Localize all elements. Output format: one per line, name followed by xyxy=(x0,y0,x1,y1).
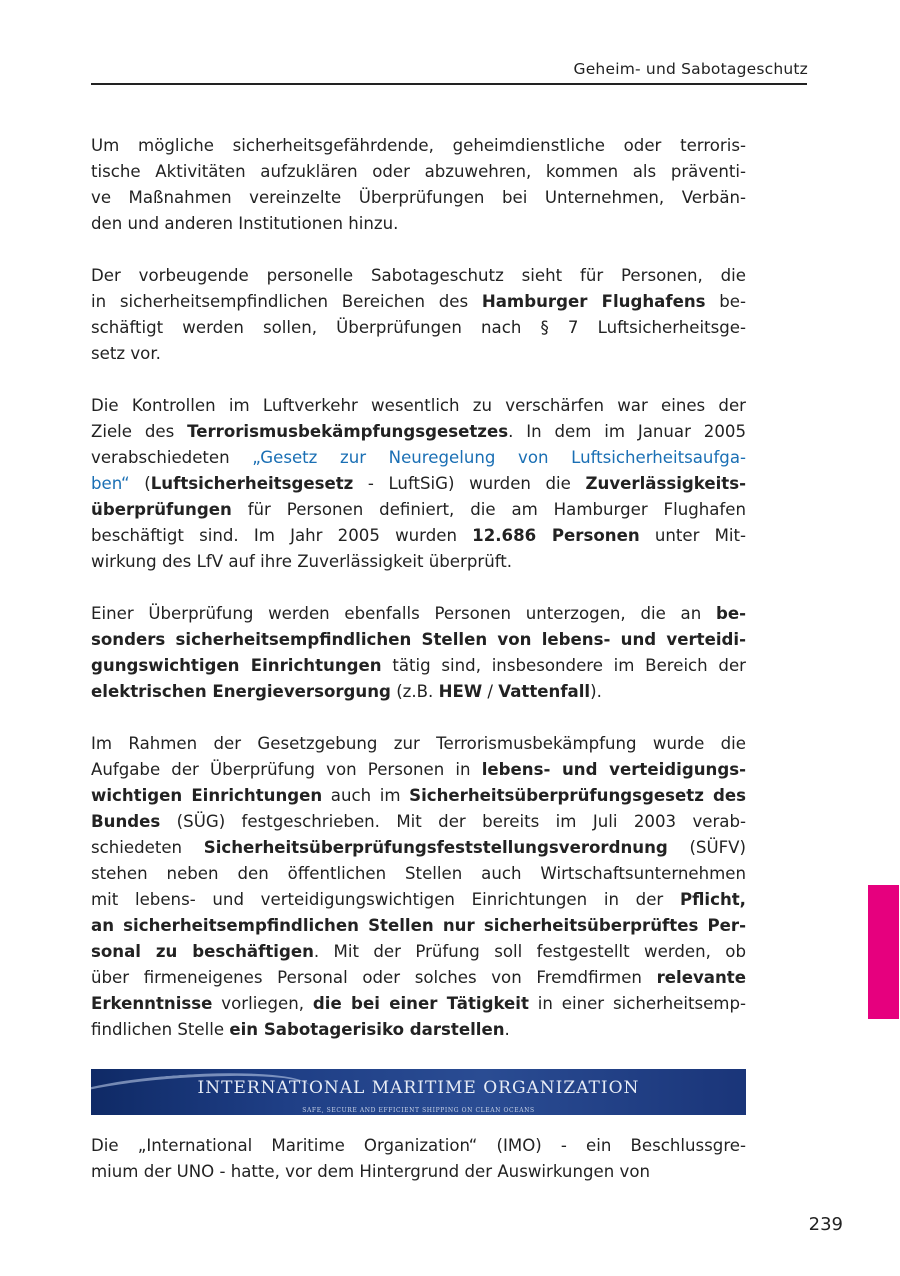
text-run: / xyxy=(482,682,499,701)
bold-text: wichtigen Einrichtungen xyxy=(91,786,323,805)
text-run: tische Aktivitäten aufzuklären oder abzuwehren, kommen als präventi- xyxy=(91,162,746,181)
text-run: über firmeneigenes Personal oder solches von Fremdfirmen xyxy=(91,968,657,987)
text-line xyxy=(91,341,746,367)
text-line xyxy=(91,887,746,913)
text-run: be- xyxy=(705,292,746,311)
paragraph xyxy=(91,393,746,575)
text-run: ve Maßnahmen vereinzelte Überprüfungen bei Unternehmen, Verbän- xyxy=(91,188,746,207)
text-run: . xyxy=(504,1020,510,1039)
text-run: Die Kontrollen im Luftverkehr wesentlich zu verschärfen war eines der xyxy=(91,396,746,415)
text-line xyxy=(91,835,746,861)
text-line xyxy=(91,497,746,523)
bold-text: elektrischen Energieversorgung xyxy=(91,682,391,701)
text-line xyxy=(91,861,746,887)
text-run: ). xyxy=(590,682,602,701)
text-line xyxy=(91,731,746,757)
text-run: den und anderen Institutionen hinzu. xyxy=(91,214,399,233)
text-line xyxy=(91,549,746,575)
bold-text: überprüfungen xyxy=(91,500,232,519)
text-run: schiedeten xyxy=(91,838,204,857)
bold-text: Hamburger Flughafens xyxy=(481,292,706,311)
text-line xyxy=(91,653,746,679)
bold-text: Sicherheitsüberprüfungsgesetz des xyxy=(409,786,746,805)
text-run: mium der UNO - hatte, vor dem Hintergrund der Auswirkungen von xyxy=(91,1162,650,1181)
text-line xyxy=(91,133,746,159)
law-reference-link: „Gesetz zur Neuregelung von Luftsicherheitsaufga- xyxy=(252,448,746,467)
bold-text: Terrorismusbekämpfungsgesetzes xyxy=(187,422,509,441)
text-run: vorliegen, xyxy=(212,994,313,1013)
body-text xyxy=(91,133,746,1211)
text-run: (z.B. xyxy=(390,682,439,701)
text-line xyxy=(91,185,746,211)
text-run: Im Rahmen der Gesetzgebung zur Terrorismusbekämpfung wurde die xyxy=(91,734,746,753)
banner-subtitle: SAFE, SECURE AND EFFICIENT SHIPPING ON CLEAN OCEANS xyxy=(302,1107,535,1114)
page-number: 239 xyxy=(808,1214,843,1235)
text-line xyxy=(91,1159,746,1185)
text-line xyxy=(91,289,746,315)
text-line xyxy=(91,159,746,185)
bold-text: Zuverlässigkeits- xyxy=(585,474,747,493)
bold-text: Vattenfall xyxy=(498,682,591,701)
text-run: setz vor. xyxy=(91,344,161,363)
text-line xyxy=(91,809,746,835)
bold-text: Pflicht, xyxy=(679,890,746,909)
paragraph xyxy=(91,731,746,1043)
bold-text: ein Sabotagerisiko darstellen xyxy=(229,1020,505,1039)
text-run: in sicherheitsempfindlichen Bereichen des xyxy=(91,292,482,311)
text-run: verabschiedeten xyxy=(91,448,253,467)
bold-text: gungswichtigen Einrichtungen xyxy=(91,656,382,675)
bold-text: be- xyxy=(715,604,746,623)
text-run: stehen neben den öffentlichen Stellen auch Wirtschaftsunternehmen xyxy=(91,864,746,883)
paragraph xyxy=(91,263,746,367)
bold-text: Bundes xyxy=(91,812,161,831)
text-line xyxy=(91,263,746,289)
text-run: tätig sind, insbesondere im Bereich der xyxy=(381,656,746,675)
text-line xyxy=(91,523,746,549)
paragraph xyxy=(91,133,746,237)
text-run: in einer sicherheitsemp- xyxy=(528,994,746,1013)
header-rule xyxy=(91,83,807,85)
text-run: wirkung des LfV auf ihre Zuverlässigkeit überprüft. xyxy=(91,552,513,571)
text-run: mit lebens- und verteidigungswichtigen Einrichtungen in der xyxy=(91,890,680,909)
text-run: (SÜFV) xyxy=(667,838,746,857)
text-line xyxy=(91,315,746,341)
text-line xyxy=(91,679,746,705)
paragraph-list xyxy=(91,133,746,1043)
text-line xyxy=(91,393,746,419)
bold-text: sonders sicherheitsempfindlichen Stellen von lebens- und verteidi- xyxy=(91,630,746,649)
banner-title: INTERNATIONAL MARITIME ORGANIZATION xyxy=(197,1078,640,1098)
text-run: für Personen definiert, die am Hamburger Flughafen xyxy=(231,500,746,519)
text-line xyxy=(91,1133,746,1159)
text-line xyxy=(91,991,746,1017)
text-run: ( xyxy=(129,474,151,493)
text-line xyxy=(91,601,746,627)
bold-text: Erkenntnisse xyxy=(91,994,213,1013)
text-line xyxy=(91,445,746,471)
text-run: findlichen Stelle xyxy=(91,1020,230,1039)
text-line xyxy=(91,783,746,809)
text-run: Ziele des xyxy=(91,422,188,441)
bold-text: lebens- und verteidigungs- xyxy=(481,760,746,779)
text-line xyxy=(91,419,746,445)
running-title: Geheim- und Sabotageschutz xyxy=(573,60,808,78)
text-run: Der vorbeugende personelle Sabotageschutz sieht für Personen, die xyxy=(91,266,746,285)
chapter-marker-tab xyxy=(868,885,899,1019)
bold-text: sonal zu beschäftigen xyxy=(91,942,314,961)
paragraph xyxy=(91,601,746,705)
text-run: - LuftSiG) wurden die xyxy=(353,474,586,493)
bold-text: HEW xyxy=(438,682,483,701)
text-run: (SÜG) festgeschrieben. Mit der bereits im Juli 2003 verab- xyxy=(160,812,746,831)
bold-text: die bei einer Tätigkeit xyxy=(312,994,529,1013)
final-paragraph xyxy=(91,1133,746,1185)
bold-text: Luftsicherheitsgesetz xyxy=(150,474,354,493)
text-run: Einer Überprüfung werden ebenfalls Personen unterzogen, die an xyxy=(91,604,716,623)
text-run: . In dem im Januar 2005 xyxy=(508,422,746,441)
text-run: Die „International Maritime Organization“ (IMO) - ein Beschlussgre- xyxy=(91,1136,746,1155)
bold-text: Sicherheitsüberprüfungsfeststellungsverordnung xyxy=(203,838,668,857)
text-run: Um mögliche sicherheitsgefährdende, geheimdienstliche oder terroris- xyxy=(91,136,746,155)
text-line xyxy=(91,1017,746,1043)
text-line xyxy=(91,939,746,965)
bold-text: an sicherheitsempfindlichen Stellen nur sicherheitsüberprüftes Per- xyxy=(91,916,746,935)
text-line xyxy=(91,627,746,653)
text-run: unter Mit- xyxy=(639,526,746,545)
law-reference-link: ben“ xyxy=(91,474,130,493)
text-line xyxy=(91,757,746,783)
bold-text: 12.686 Personen xyxy=(472,526,640,545)
text-line xyxy=(91,913,746,939)
bold-text: relevante xyxy=(656,968,746,987)
text-run: schäftigt werden sollen, Überprüfungen nach § 7 Luftsicherheitsge- xyxy=(91,318,746,337)
text-line xyxy=(91,211,746,237)
text-run: auch im xyxy=(322,786,410,805)
text-run: Aufgabe der Überprüfung von Personen in xyxy=(91,760,482,779)
text-line xyxy=(91,965,746,991)
imo-banner-image xyxy=(91,1069,746,1115)
text-line xyxy=(91,471,746,497)
text-run: . Mit der Prüfung soll festgestellt werden, ob xyxy=(313,942,746,961)
text-run: beschäftigt sind. Im Jahr 2005 wurden xyxy=(91,526,473,545)
